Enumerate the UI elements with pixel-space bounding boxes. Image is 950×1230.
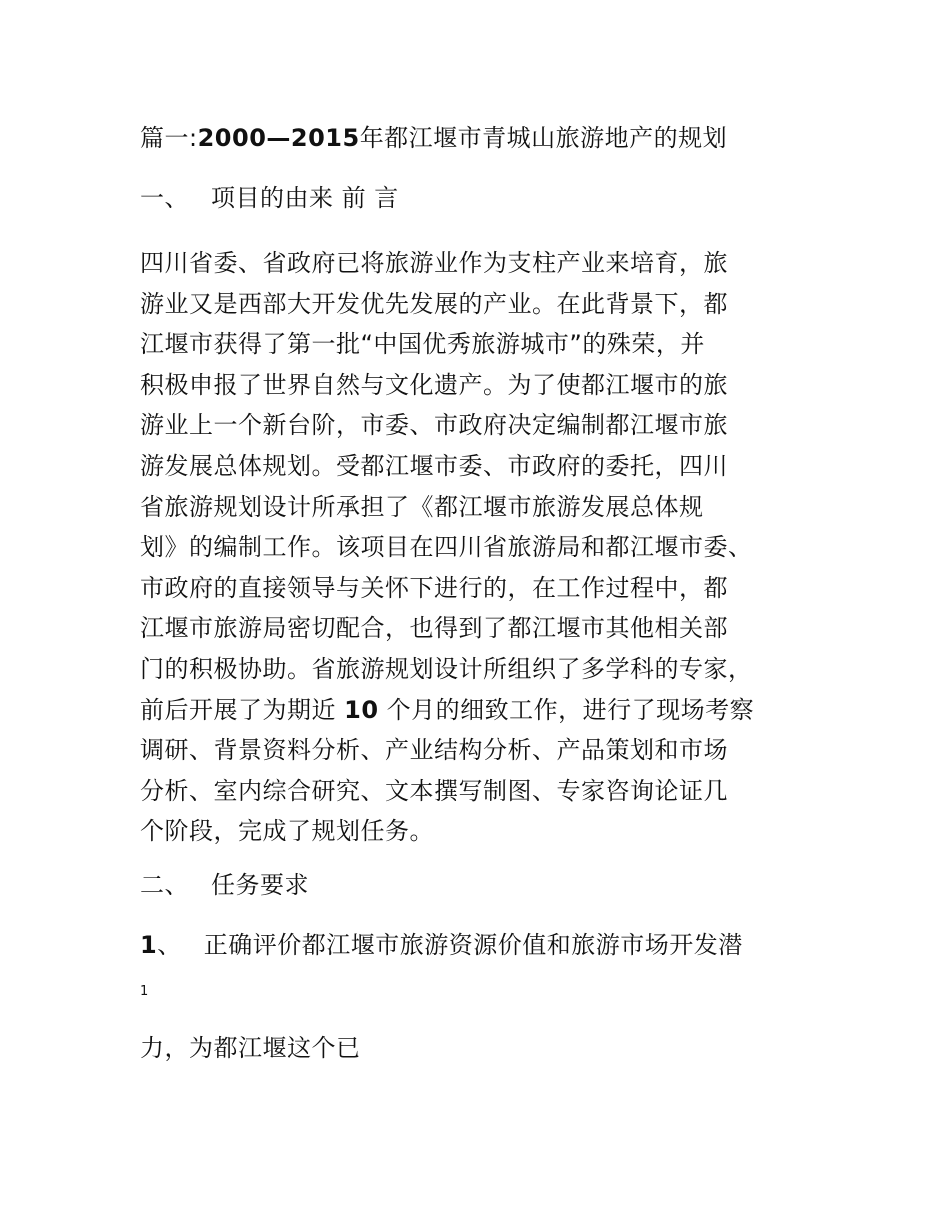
title-years: 2000—2015 [197, 124, 360, 152]
months-number: 10 [344, 695, 379, 724]
section-1-heading [140, 183, 399, 213]
section-2-heading [140, 870, 309, 900]
paragraph-line: 游业又是西部大开发优先发展的产业。在此背景下，都 [140, 289, 728, 318]
paragraph-line: 游发展总体规划。受都江堰市委、市政府的委托，四川 [140, 451, 728, 480]
title-prefix: 篇一: [140, 124, 198, 152]
section-2-number: 二、 [140, 871, 189, 899]
item-1-separator: 、 [157, 931, 182, 959]
item-1-text: 正确评价都江堰市旅游资源价值和旅游市场开发潜 [203, 931, 743, 959]
paragraph-line: 游业上一个新台阶，市委、市政府决定编制都江堰市旅 [140, 411, 728, 440]
title-suffix: 年都江堰市青城山旅游地产的规划 [359, 124, 728, 152]
page-number: 1 [140, 984, 149, 999]
paragraph-line: 市政府的直接领导与关怀下进行的，在工作过程中，都 [140, 573, 728, 602]
line12-after: 个月的细致工作，进行了现场考察 [378, 695, 755, 724]
paragraph-line: 个阶段，完成了规划任务。 [140, 817, 434, 846]
section-2-label: 任务要求 [211, 871, 309, 899]
paragraph-line: 四川省委、省政府已将旅游业作为支柱产业来培育，旅 [140, 249, 728, 277]
line12-before: 前后开展了为期近 [140, 695, 345, 724]
intro-paragraph [140, 243, 820, 852]
section-1-number: 一、 [140, 184, 189, 212]
paragraph-line: 分析、室内综合研究、文本撰写制图、专家咨询论证几 [140, 776, 728, 805]
paragraph-line: 江堰市获得了第一批“中国优秀旅游城市”的殊荣，并 [140, 330, 705, 359]
document-title [140, 123, 727, 153]
list-item-1 [140, 930, 743, 960]
section-1-label: 项目的由来 前 言 [211, 184, 399, 212]
paragraph-line: 划》的编制工作。该项目在四川省旅游局和都江堰市委、 [140, 533, 753, 562]
paragraph-line: 门的积极协助。省旅游规划设计所组织了多学科的专家， [140, 654, 753, 683]
paragraph-line: 调研、背景资料分析、产业结构分析、产品策划和市场 [140, 736, 728, 765]
paragraph-line: 江堰市旅游局密切配合，也得到了都江堰市其他相关部 [140, 614, 728, 643]
item-1-number: 1 [140, 931, 158, 959]
paragraph-line: 省旅游规划设计所承担了《都江堰市旅游发展总体规 [140, 492, 704, 521]
continuation-text: 力，为都江堰这个已 [140, 1034, 361, 1062]
paragraph-line-with-number [140, 690, 820, 731]
paragraph-line: 积极申报了世界自然与文化遗产。为了使都江堰市的旅 [140, 370, 728, 399]
